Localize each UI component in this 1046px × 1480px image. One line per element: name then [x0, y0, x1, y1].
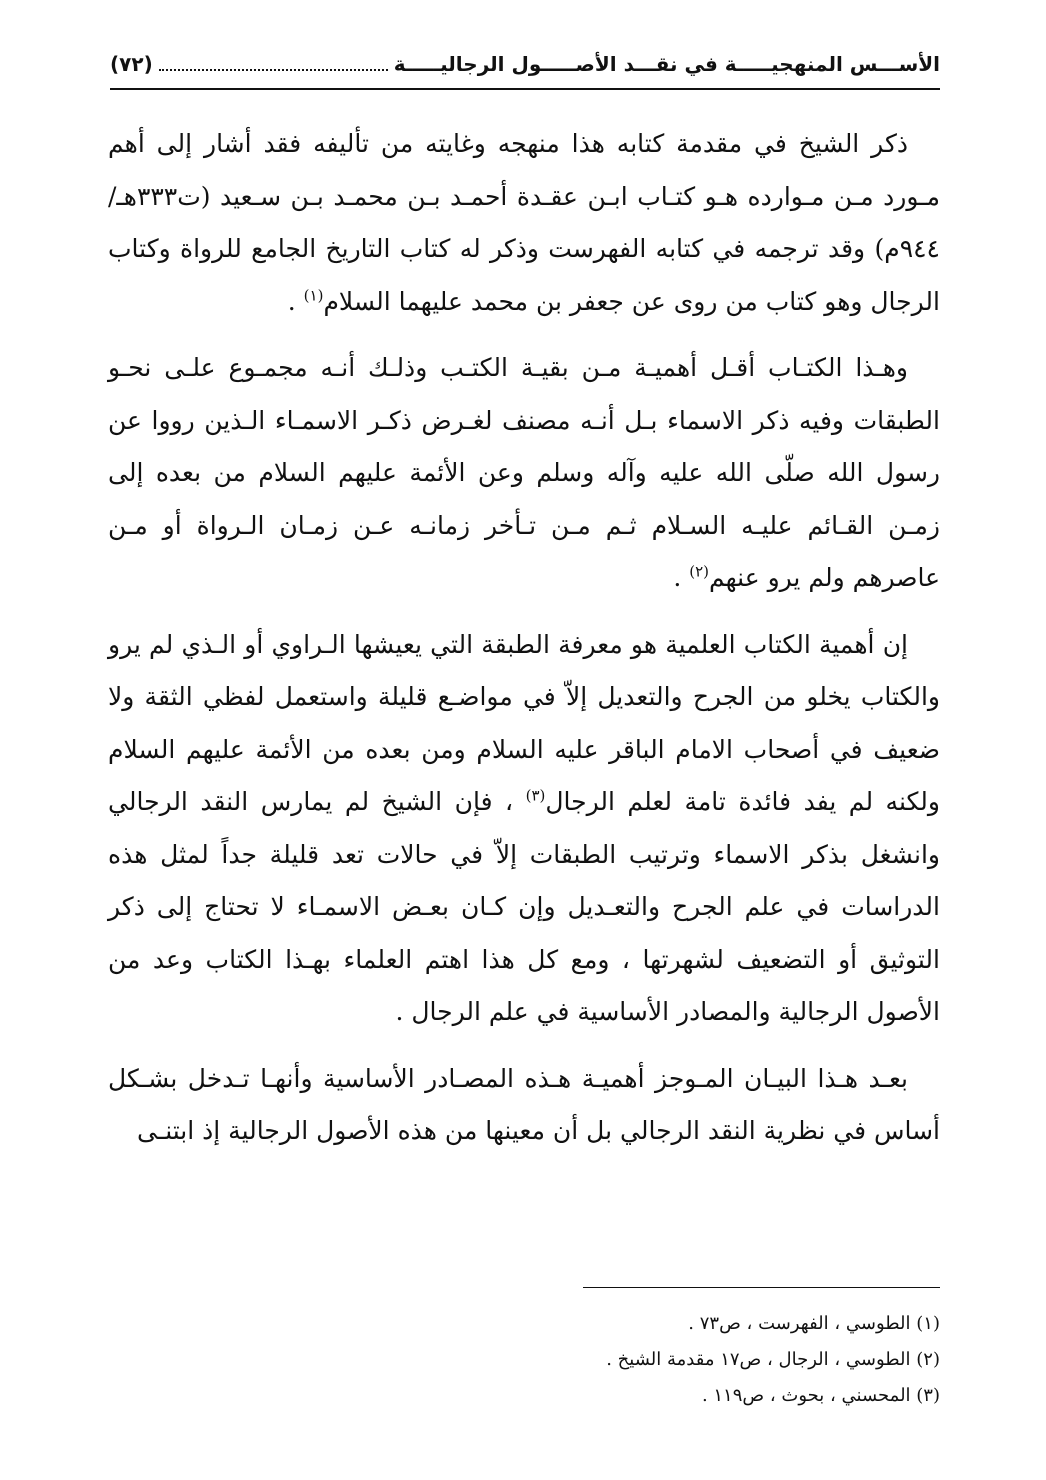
header-rule — [110, 88, 940, 90]
paragraph-1 — [108, 118, 940, 328]
paragraph-text: بعـد هـذا البيـان المـوجز أهميـة هـذه المصـادر الأساسية وأنهـا تـدخل بشـكل أساس في نظرية النقد الرجالي بل أن معينها من هذه الأصول الرجالية إذ ابتنـى — [108, 1063, 940, 1145]
footnote-separator — [583, 1287, 940, 1288]
footnote-1: (١) الطوسي ، الفهرست ، ص٧٣ . — [688, 1313, 940, 1334]
paragraph-text: إن أهمية الكتاب العلمية هو معرفة الطبقة التي يعيشها الـراوي أو الـذي لم يرو والكتاب يخلو من الجرح والتعديل إلاّ في مواضـع قليلة واستعمل لفظي الثقة ولا ضعيف في أصحاب الامام الباقر عليه السلام ومن بعده من الأئمة عليهم السلام ولكنه لم يفد فائدة تامة لعلم الرجال — [108, 629, 940, 816]
footnote-3: (٣) المحسني ، بحوث ، ص١١٩ . — [701, 1385, 940, 1406]
footnote-reference-2: (٢) — [689, 562, 709, 581]
running-header-title: الأســـس المنهجيـــــة في نقـــد الأصـــــول الرجاليـــــة — [393, 52, 940, 76]
footnotes — [108, 1306, 940, 1414]
paragraph-text: وهـذا الكتـاب أقـل أهميـة مـن بقيـة الكتـب وذلـك أنـه مجمـوع علـى نحـو الطبقات وفيه ذكر الاسماء بـل أنـه مصنف لغـرض ذكـر الاسمـاء الـذين رووا عن رسول الله صلّى الله عليه وآله وسلم وعن الأئمة عليهم السلام من بعده إلى زمـن القـائم عليـه السـلام ثـم مـن تـأخر زمانـه عـن زمـان الـرواة أو مـن عاصرهم ولم يرو عنهم — [108, 353, 940, 592]
dotted-leader — [159, 69, 388, 71]
page-number: (٧٢) — [110, 52, 153, 76]
paragraph-tail: . — [673, 563, 690, 592]
footnote-reference-3: (٣) — [525, 786, 546, 805]
paragraph-3 — [108, 619, 940, 1039]
footnote-2: (٢) الطوسي ، الرجال ، ص١٧ مقدمة الشيخ . — [606, 1349, 940, 1370]
paragraph-2 — [108, 342, 940, 605]
paragraph-tail: . — [287, 286, 304, 316]
paragraph-text: ذكر الشيخ في مقدمة كتابه هذا منهجه وغايته من تأليفه فقد أشار إلى أهم مـورد مـن مـوارده هـو كتـاب ابـن عقـدة أحمـد بـن محمـد بـن سـعيد (ت٣٣٣هـ/٩٤٤م) وقد ترجمه في كتابه الفهرست وذكر له كتاب التاريخ الجامع للرواة وكتاب الرجال وهو كتاب من روى عن جعفر بن محمد عليهما السلام — [108, 129, 940, 316]
paragraph-4 — [108, 1053, 940, 1158]
running-header — [110, 44, 940, 84]
footnote-reference-1: (١) — [303, 286, 324, 305]
paragraph-text-continued: ، فإن الشيخ لم يمارس النقد الرجالي وانشغل بذكر الاسماء وترتيب الطبقات إلاّ في حالات تعد قليلة جداً لمثل هذه الدراسات في علم الجرح والتعـديل وإن كـان بعـض الاسمـاء لا تحتاج إلى ذكر التوثيق أو التضعيف لشهرتها ، ومع كل هذا اهتم العلماء بهـذا الكتاب وعد من الأصول الرجالية والمصادر الأساسية في علم الرجال . — [108, 787, 940, 1026]
body-text — [108, 118, 940, 1172]
